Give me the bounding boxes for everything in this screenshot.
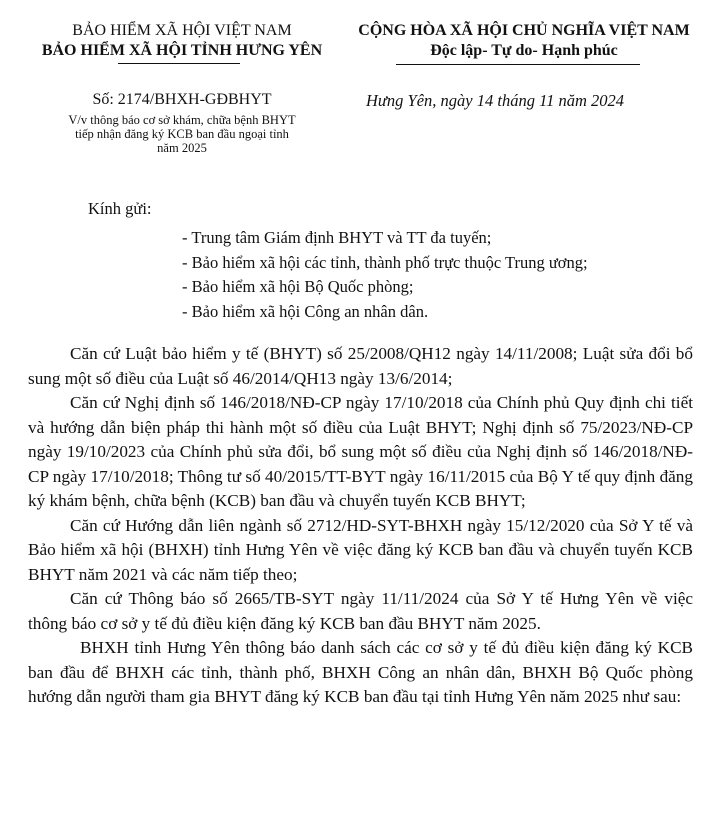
- recipient-list: [182, 226, 588, 324]
- body-paragraph: Căn cứ Luật bảo hiểm y tế (BHYT) số 25/2008/QH12 ngày 14/11/2008; Luật sửa đổi bổ sung một số điều của Luật số 46/2014/QH13 ngày 13/6/2014;: [28, 344, 693, 388]
- motto-underline: [396, 64, 640, 65]
- letter-body: [28, 342, 693, 710]
- body-paragraph: Căn cứ Hướng dẫn liên ngành số 2712/HD-SYT-BHXH ngày 15/12/2020 của Sở Y tế và Bảo hiểm xã hội (BHXH) tỉnh Hưng Yên về việc đăng ký KCB ban đầu và chuyển tuyến KCB BHYT năm 2021 và các năm tiếp theo;: [28, 515, 693, 584]
- document-subject: [40, 113, 324, 155]
- recipient-item: - Bảo hiểm xã hội Công an nhân dân.: [182, 301, 429, 321]
- agency-name: BẢO HIỂM XÃ HỘI VIỆT NAM: [72, 22, 292, 39]
- subject-line: tiếp nhận đăng ký KCB ban đầu ngoại tỉnh: [75, 127, 289, 141]
- subject-line: V/v thông báo cơ sở khám, chữa bệnh BHYT: [68, 113, 296, 127]
- body-paragraph: BHXH tỉnh Hưng Yên thông báo danh sách các cơ sở y tế đủ điều kiện đăng ký KCB ban đầu để BHXH các tỉnh, thành phố, BHXH Công an nhân dân, BHXH Bộ Quốc phòng hướng dẫn người tham gia BHYT đăng ký KCB ban đầu tại tỉnh Hưng Yên năm 2025 như sau:: [28, 638, 693, 706]
- salutation: Kính gửi:: [88, 199, 152, 218]
- subject-line: năm 2025: [157, 141, 207, 155]
- recipient-item: - Trung tâm Giám định BHYT và TT đa tuyến;: [182, 228, 492, 247]
- body-paragraph: Căn cứ Nghị định số 146/2018/NĐ-CP ngày 17/10/2018 của Chính phủ Quy định chi tiết và hướng dẫn biện pháp thi hành một số điều của Luật BHYT; Nghị định số 75/2023/NĐ-CP ngày 19/10/2023 của Chính phủ sửa đổi, bổ sung một số điều của Nghị định số 146/2018/NĐ-CP ngày 17/10/2018; Thông tư số 40/2015/TT-BYT ngày 16/11/2015 của Bộ Y tế quy định đăng ký khám bệnh, chữa bệnh (KCB) ban đầu và chuyển tuyến KCB BHYT;: [28, 393, 693, 510]
- recipient-item: - Bảo hiểm xã hội các tỉnh, thành phố trực thuộc Trung ương;: [182, 252, 588, 272]
- left-header-underline: [118, 63, 240, 64]
- body-paragraph: Căn cứ Thông báo số 2665/TB-SYT ngày 11/11/2024 của Sở Y tế Hưng Yên về việc thông báo cơ sở y tế đủ điều kiện đăng ký KCB ban đầu BHYT năm 2025.: [28, 589, 693, 633]
- nation-title: CỘNG HÒA XÃ HỘI CHỦ NGHĨA VIỆT NAM: [358, 22, 690, 39]
- office-name: BẢO HIỂM XÃ HỘI TỈNH HƯNG YÊN: [41, 42, 323, 59]
- recipient-item: - Bảo hiểm xã hội Bộ Quốc phòng;: [182, 277, 414, 296]
- document-number: Số: 2174/BHXH-GĐBHYT: [92, 91, 272, 108]
- issue-date: Hưng Yên, ngày 14 tháng 11 năm 2024: [366, 91, 625, 110]
- national-motto: Độc lập- Tự do- Hạnh phúc: [430, 42, 618, 59]
